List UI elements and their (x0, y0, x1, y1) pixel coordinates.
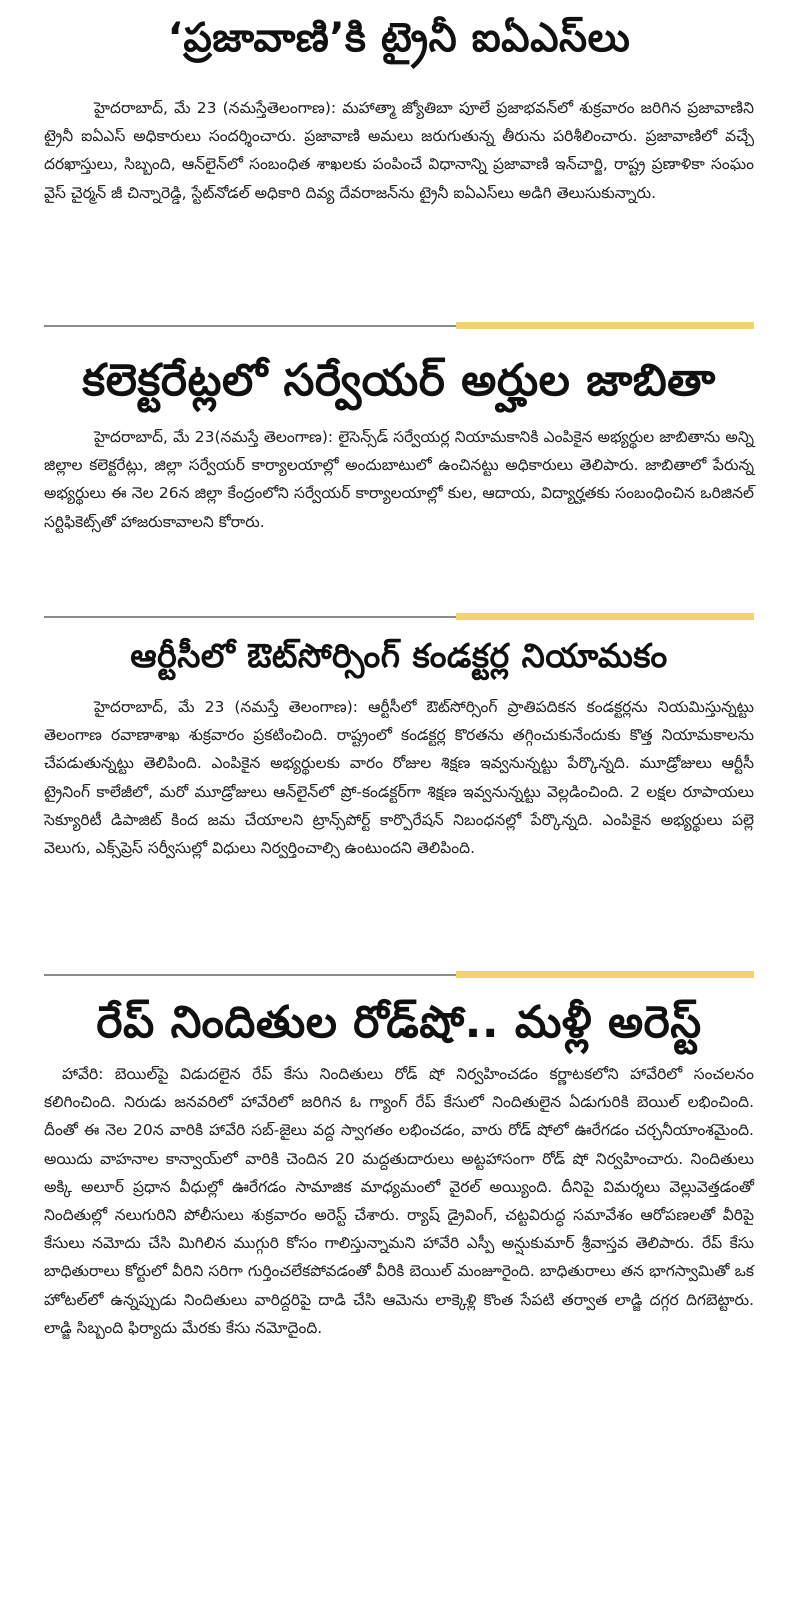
section-divider (44, 971, 754, 978)
article-body: హావేరి: బెయిల్‌పై విడుదలైన రేప్‌ కేసు నిందితులు రోడ్‌ షో నిర్వహించడం కర్ణాటకలోని హావేరిలో సంచలనం కలిగించింది. నిరుడు జనవరిలో హావేరిలో జరిగిన ఓ గ్యాంగ్‌ రేప్‌ కేసులో నిందితులైన ఏడుగురికి బెయిల్‌ లభించింది. దీంతో ఈ నెల 20న వారికి హావేరి సబ్‌-జైలు వద్ద స్వాగతం లభించడం, వారు రోడ్‌ షోలో ఊరేగడం చర్చనీయాంశమైంది. అయిదు వాహనాల కాన్వాయ్‌లో వారికి చెందిన 20 మద్దతుదారులు అట్టహాసంగా రోడ్‌ షో నిర్వహించారు. నిందితులు అక్కి అలూర్‌ ప్రధాన వీధుల్లో ఊరేగడం సామాజిక మాధ్యమంలో వైరల్‌ అయ్యింది. దీనిపై విమర్శలు వెల్లువెత్తడంతో నిందితుల్లో నలుగురిని పోలీసులు శుక్రవారం అరెస్ట్‌ చేశారు. ర్యాష్‌ డ్రైవింగ్‌, చట్టవిరుద్ధ సమావేశం ఆరోపణలతో వీరిపై కేసులు నమోదు చేసి మిగిలిన ముగ్గురి కోసం గాలిస్తున్నామని హావేరి ఎస్పీ అన్షుకుమార్‌ శ్రీవాస్తవ తెలిపారు. రేప్‌ కేసు బాధితురాలు కోర్టులో వీరిని సరిగా గుర్తించలేకపోవడంతో వీరికి బెయిల్‌ మంజూరైంది. బాధితురాలు తన భాగస్వామితో ఒక హోటల్‌లో ఉన్నప్పుడు నిందితులు వారిద్దరిపై దాడి చేసి ఆమెను లాక్కెళ్లి కొంత సేపటి తర్వాత లాడ్జి దగ్గర దిగబెట్టారు. లాడ్జి సిబ్బంది ఫిర్యాదు మేరకు కేసు నమోదైంది. (44, 1065, 754, 1337)
article-rtc-conductors (44, 625, 754, 970)
article-body: హైదరాబాద్‌, మే 23 (నమస్తే తెలంగాణ): ఆర్టీసీలో ఔట్‌సోర్సింగ్‌ ప్రాతిపదికన కండక్టర్లను నియమిస్తున్నట్టు తెలంగాణ రవాణాశాఖ శుక్రవారం ప్రకటించింది. రాష్ట్రంలో కండక్టర్ల కొరతను తగ్గించుకునేందుకు కొత్త నియామకాలను చేపడుతున్నట్టు తెలిపింది. ఎంపికైన అభ్యర్థులకు వారం రోజుల శిక్షణ ఇవ్వనున్నట్టు పేర్కొన్నది. మూడ్రోజులు ఆర్టీసీ ట్రైనింగ్‌ కాలేజీలో, మరో మూడ్రోజులు ఆన్‌లైన్‌లో ప్రో-కండక్టర్‌గా శిక్షణ ఇవ్వనున్నట్టు వెల్లడించింది. 2 లక్షల రూపాయలు సెక్యూరిటీ డిపాజిట్‌ కింద జమ చేయాలని ట్రాన్స్‌పోర్ట్‌ కార్పొరేషన్‌ నిబంధనల్లో పేర్కొన్నది. ఎంపికైన అభ్యర్థులు పల్లె వెలుగు, ఎక్స్‌ప్రెస్‌ సర్వీసుల్లో విధులు నిర్వర్తించాల్సి ఉంటుందని తెలిపింది. (44, 698, 754, 858)
section-divider (44, 322, 754, 329)
article-body: హైదరాబాద్‌, మే 23(నమస్తే తెలంగాణ): లైసెన్స్‌డ్‌ సర్వేయర్ల నియామకానికి ఎంపికైన అభ్యర్థుల జాబితాను అన్ని జిల్లాల కలెక్టరేట్లు, జిల్లా సర్వేయర్‌ కార్యాలయాల్లో అందుబాటులో ఉంచినట్టు అధికారులు తెలిపారు. జాబితాలో పేరున్న అభ్యర్థులు ఈ నెల 26న జిల్లా కేంద్రంలోని సర్వేయర్‌ కార్యాలయాల్లో కుల, ఆదాయ, విద్యార్హతకు సంబంధించిన ఒరిజినల్‌ సర్టిఫికెట్స్‌తో హాజరుకావాలని కోరారు. (44, 428, 754, 531)
article-headline: ‘ప్రజావాణి’కి ట్రైనీ ఐఏఎస్‌లు (167, 15, 631, 61)
article-headline: ఆర్టీసీలో ఔట్‌సోర్సింగ్‌ కండక్టర్ల నియామకం (130, 636, 668, 675)
article-trainee-ias (44, 0, 754, 330)
article-surveyor-list (44, 345, 754, 615)
article-body: హైదరాబాద్‌, మే 23 (నమస్తేతెలంగాణ): మహాత్మా జ్యోతిబా పూలే ప్రజాభవన్‌లో శుక్రవారం జరిగిన ప్రజావాణిని ట్రైనీ ఐఏఎస్‌ అధికారులు సందర్శించారు. ప్రజావాణి అమలు జరుగుతున్న తీరును పరిశీలించారు. ప్రజావాణిలో వచ్చే దరఖాస్తులు, సిబ్బంది, ఆన్‌లైన్‌లో సంబంధిత శాఖలకు పంపించే విధానాన్ని ప్రజావాణి ఇన్‌చార్జి, రాష్ట్ర ప్రణాళికా సంఘం వైస్‌ చైర్మన్‌ జీ చిన్నారెడ్డి, స్టేట్‌నోడల్‌ అధికారి దివ్య దేవరాజన్‌ను ట్రైనీ ఐఏఎస్‌లు అడిగి తెలుసుకున్నారు. (44, 99, 754, 202)
article-roadshow-arrest (44, 988, 754, 1588)
section-divider (44, 613, 754, 620)
article-headline: రేప్‌ నిందితుల రోడ్‌షో.. మళ్లీ అరెస్ట్‌ (96, 997, 702, 1048)
article-headline: కలెక్టరేట్లలో సర్వేయర్‌ అర్హుల జాబితా (82, 355, 716, 406)
